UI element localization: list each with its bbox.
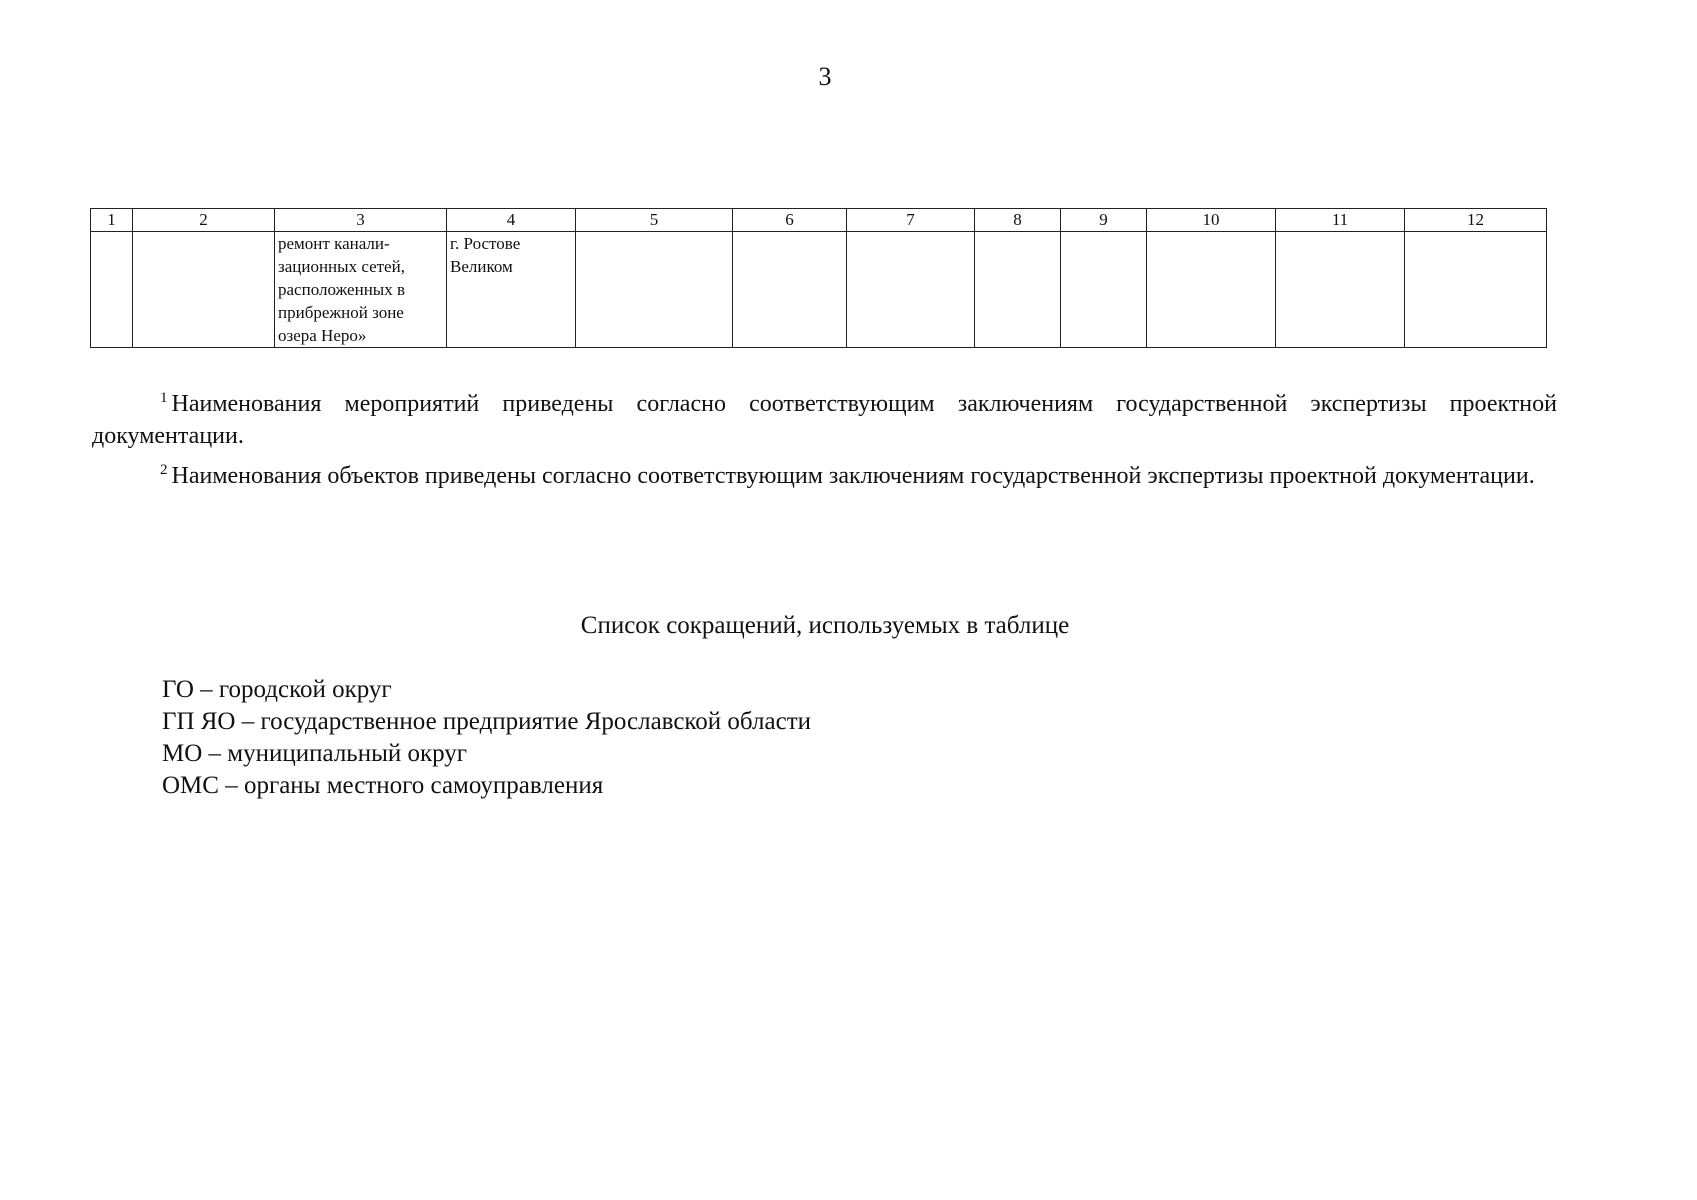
footnote-mark: 2 (160, 462, 168, 478)
abbreviation-item: МО – муниципальный округ (162, 740, 468, 767)
abbreviation-item: ОМС – органы местного самоуправления (162, 772, 604, 799)
table-cell (1061, 232, 1147, 348)
footnote-mark: 1 (160, 390, 168, 406)
table-cell (1147, 232, 1276, 348)
column-header: 11 (1276, 209, 1405, 232)
table-cell (733, 232, 847, 348)
column-header: 9 (1061, 209, 1147, 232)
table-cell (1405, 232, 1547, 348)
table-row (91, 232, 1547, 348)
abbreviation-item: ГО – городской округ (162, 676, 392, 703)
column-header: 5 (576, 209, 733, 232)
footnote-text: Наименования мероприятий приведены согласно соответствующим заключениям государственной экспертизы проектной документации. (92, 391, 1557, 449)
table-cell (975, 232, 1061, 348)
abbreviations-list (162, 674, 811, 802)
table-cell: г. Ростове Великом (447, 232, 576, 348)
table-header-row (91, 209, 1547, 232)
column-header: 10 (1147, 209, 1276, 232)
column-header: 3 (275, 209, 447, 232)
column-header: 6 (733, 209, 847, 232)
table-cell (91, 232, 133, 348)
column-header: 12 (1405, 209, 1547, 232)
table-cell (1276, 232, 1405, 348)
column-header: 8 (975, 209, 1061, 232)
table-cell (133, 232, 275, 348)
column-header: 7 (847, 209, 975, 232)
footnotes (92, 382, 1557, 494)
abbreviation-item: ГП ЯО – государственное предприятие Ярославской области (162, 708, 811, 735)
column-header: 1 (91, 209, 133, 232)
abbreviations-title: Список сокращений, используемых в таблице (580, 612, 1070, 639)
footnote-text: Наименования объектов приведены согласно соответствующим заключениям государственной экспертизы проектной документации. (171, 463, 1535, 489)
data-table (90, 208, 1547, 348)
footnote (92, 454, 1557, 492)
table-cell (847, 232, 975, 348)
table-cell: ремонт канали- зационных сетей, расположенных в прибрежной зоне озера Неро» (275, 232, 447, 348)
column-header: 2 (133, 209, 275, 232)
page-number: 3 (818, 62, 832, 91)
table-cell (576, 232, 733, 348)
footnote (92, 382, 1557, 452)
column-header: 4 (447, 209, 576, 232)
